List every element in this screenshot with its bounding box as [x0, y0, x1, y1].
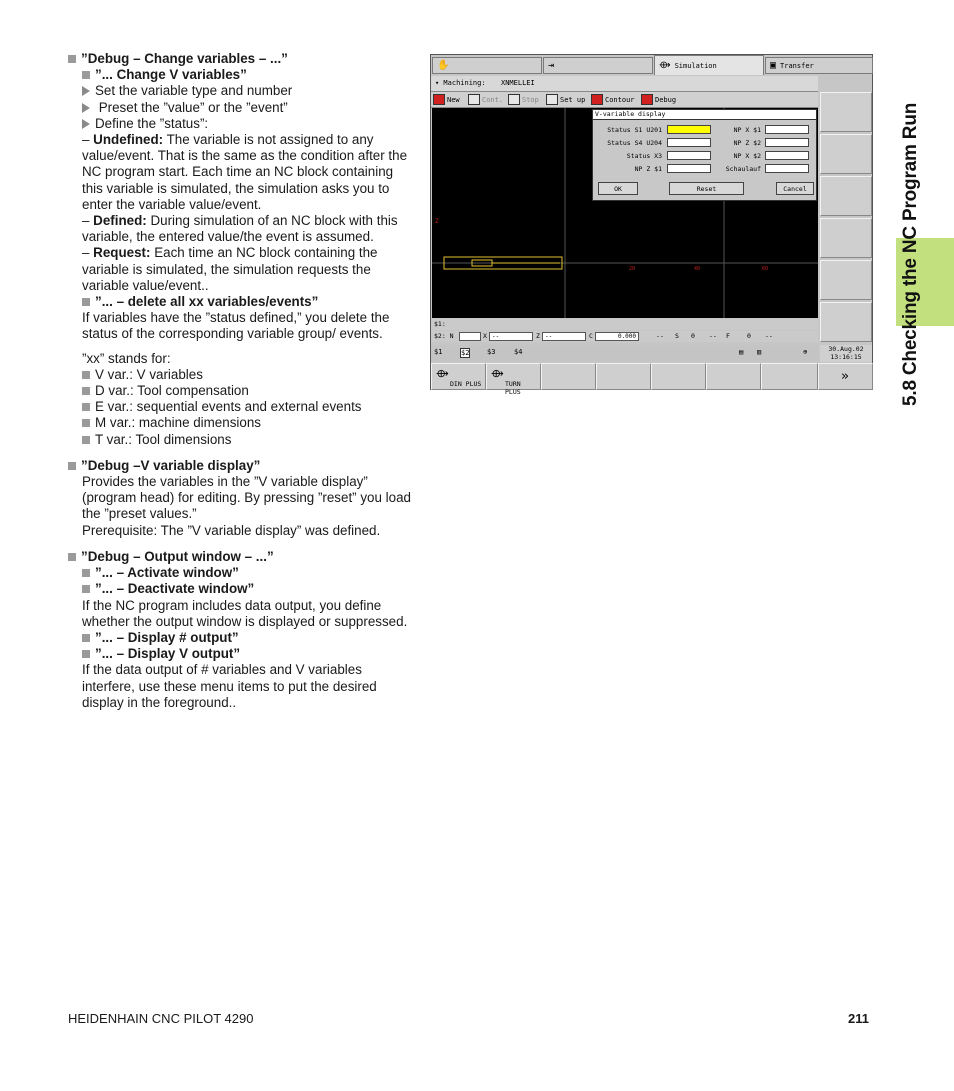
bottom-softkey-7[interactable] [761, 363, 818, 390]
list-item: E var.: sequential events and external events [68, 399, 413, 415]
channel-1[interactable]: $1 [434, 348, 443, 356]
bullet-square-icon [82, 387, 90, 395]
delete-variables-text: If variables have the ”status defined,” you delete the status of the corresponding variable group/ events. [82, 310, 390, 342]
mode-line [431, 76, 818, 92]
continue-icon [468, 94, 480, 105]
axis-marker: 40 [694, 266, 701, 272]
bottom-softkey-6[interactable] [706, 363, 761, 390]
display-output-text: If the data output of # variables and V variables interfere, use these menu items to put the desired display in the foreground.. [82, 662, 377, 710]
x-value-box: -- [489, 332, 533, 341]
xx-stands-for: ”xx” stands for: [82, 350, 171, 366]
hand-icon: ✋ [437, 59, 450, 71]
dialog-label: Status S1 U201 [607, 126, 662, 134]
menu-cont[interactable]: Cont. [468, 94, 503, 105]
status-request: – Request: Each time an NC block containing the variable is simulated, the simulation requests the variable value/event.. [82, 245, 378, 293]
display-hash-output-subtitle: ”... – Display # output” [68, 630, 413, 646]
more-softkeys-button[interactable] [818, 363, 873, 390]
menu-new[interactable]: New [433, 94, 460, 105]
softkey-1[interactable] [820, 92, 872, 132]
v-variable-display-text: Provides the variables in the ”V variable display” (program head) for editing. By pressing ”reset” you load the ”preset values.” [82, 474, 411, 522]
number-window-icon[interactable]: ▥ [757, 348, 762, 356]
simulation-icon: ⟴ [659, 59, 671, 71]
bullet-square-icon [82, 569, 90, 577]
dialog-label: Status X3 [626, 152, 662, 160]
step-arrow-icon [82, 86, 90, 96]
channel-row [431, 345, 818, 361]
np-x-s1-field[interactable] [765, 125, 809, 134]
channel-2[interactable]: $2 [461, 349, 470, 357]
dialog-label: NP X $1 [733, 126, 761, 134]
bottom-softkey-3[interactable] [541, 363, 596, 390]
dialog-label: NP X $2 [733, 152, 761, 160]
output-window-text: If the NC program includes data output, you define whether the output window is displayed or suppressed. [82, 597, 408, 629]
dialog-title-bar: V-variable display [593, 110, 816, 120]
bottom-softkey-5[interactable] [651, 363, 706, 390]
double-chevron-icon: » [841, 369, 849, 384]
step-arrow-icon [82, 119, 90, 129]
din-plus-button[interactable]: ⟴ DIN PLUS [431, 363, 486, 390]
axis-marker: Z [435, 218, 439, 225]
bottom-softkey-bar [431, 363, 874, 396]
section-change-variables-title: ”Debug – Change variables – ...” [68, 51, 413, 67]
enter-arrow-icon: ⟴ [491, 367, 504, 380]
bullet-square-icon [82, 71, 90, 79]
menu-debug[interactable]: Debug [641, 94, 676, 105]
status-s4-u204-field[interactable] [667, 138, 711, 147]
menu-contour[interactable]: Contour [591, 94, 635, 105]
bullet-square-icon [82, 436, 90, 444]
status-defined: – Defined: During simulation of an NC block with this variable, the entered value/the event is assumed. [82, 213, 398, 245]
setup-icon [546, 94, 558, 105]
time-text: 13:16:15 [830, 353, 862, 361]
body-text [68, 51, 413, 711]
softkey-4[interactable] [820, 218, 872, 258]
status-row-2: $2: N X -- Z -- C 0.000 -- S 0 -- F 0 -- [431, 331, 818, 342]
graphic-window-icon[interactable]: ▤ [739, 348, 744, 356]
v-variable-display-prereq: Prerequisite: The ”V variable display” was defined. [82, 522, 381, 538]
program-arrow-icon: ⇥ [548, 59, 555, 71]
dialog-label: Schaulauf [725, 165, 761, 173]
list-item: T var.: Tool dimensions [68, 432, 413, 448]
menu-setup[interactable]: Set up [546, 94, 585, 105]
bullet-square-icon [82, 298, 90, 306]
bullet-square-icon [82, 585, 90, 593]
step-arrow-icon [82, 103, 90, 113]
chapter-side-title: 5.8 Checking the NC Program Run [900, 102, 921, 406]
dialog-label: NP Z $2 [733, 139, 761, 147]
softkey-6[interactable] [820, 302, 872, 342]
mode-label: ▾ Machining: [435, 79, 486, 87]
turn-plus-button[interactable]: ⟴ TURN PLUS [486, 363, 541, 390]
channel-3[interactable]: $3 [487, 348, 496, 356]
c-value-box: 0.000 [595, 332, 639, 341]
tab-automatic[interactable] [543, 57, 653, 74]
bullet-square-icon [68, 55, 76, 63]
bullet-square-icon [82, 371, 90, 379]
bullet-square-icon [68, 553, 76, 561]
np-z-s1-field[interactable] [667, 164, 711, 173]
stop-icon [508, 94, 520, 105]
bullet-square-icon [82, 403, 90, 411]
change-v-variables-subtitle: ”... Change V variables” [68, 67, 413, 83]
section-output-window-title: ”Debug – Output window – ...” [68, 549, 413, 565]
date-text: 30.Aug.02 [828, 345, 864, 353]
status-x3-field[interactable] [667, 151, 711, 160]
footer-product-name: HEIDENHAIN CNC PILOT 4290 [68, 1011, 254, 1026]
display-v-output-subtitle: ”... – Display V output” [68, 646, 413, 662]
cancel-button[interactable]: Cancel [776, 182, 814, 195]
z-value-box: -- [542, 332, 586, 341]
date-time-display [820, 345, 872, 362]
axis-marker: 60 [762, 266, 769, 272]
v-variable-dialog [592, 109, 817, 201]
reset-button[interactable]: Reset [669, 182, 744, 195]
mode-tab-row [431, 55, 874, 75]
list-item: V var.: V variables [68, 367, 413, 383]
softkey-3[interactable] [820, 176, 872, 216]
bottom-softkey-4[interactable] [596, 363, 651, 390]
step-2: Preset the ”value” or the ”event” [68, 100, 413, 116]
step-3: Define the ”status”: [68, 116, 413, 132]
page-number: 211 [848, 1011, 869, 1026]
np-z-s2-field[interactable] [765, 138, 809, 147]
bullet-square-icon [82, 650, 90, 658]
program-name: XNMELLEI [501, 79, 535, 87]
zoom-target-icon[interactable]: ⊕ [803, 348, 808, 356]
debug-icon [641, 94, 653, 105]
floppy-icon: ▣ [770, 59, 777, 71]
section-v-variable-display-title: ”Debug –V variable display” [68, 458, 413, 474]
bullet-square-icon [82, 419, 90, 427]
menu-stop[interactable]: Stop [508, 94, 539, 105]
dialog-label: Status S4 U204 [607, 139, 662, 147]
status-row-1: $1: [431, 319, 818, 330]
tab-simulation[interactable]: ⟴ Simulation [654, 55, 764, 75]
softkey-5[interactable] [820, 260, 872, 300]
menu-bar [431, 92, 818, 108]
delete-variables-subtitle: ”... – delete all xx variables/events” [68, 294, 413, 310]
channel-4[interactable]: $4 [514, 348, 523, 356]
deactivate-window-subtitle: ”... – Deactivate window” [68, 581, 413, 597]
step-1: Set the variable type and number [68, 83, 413, 99]
softkey-2[interactable] [820, 134, 872, 174]
status-s1-u201-field[interactable] [667, 125, 711, 134]
contour-icon [591, 94, 603, 105]
dialog-label: NP Z $1 [634, 165, 662, 173]
tab-transfer[interactable]: ▣ Transfer [765, 57, 873, 74]
enter-arrow-icon: ⟴ [436, 367, 449, 380]
bullet-square-icon [82, 634, 90, 642]
ok-button[interactable]: OK [598, 182, 638, 195]
bullet-square-icon [68, 462, 76, 470]
list-item: M var.: machine dimensions [68, 415, 413, 431]
cnc-screenshot [430, 54, 873, 396]
np-x-s2-field[interactable] [765, 151, 809, 160]
list-item: D var.: Tool compensation [68, 383, 413, 399]
n-value-box [459, 332, 481, 341]
activate-window-subtitle: ”... – Activate window” [68, 565, 413, 581]
new-icon [433, 94, 445, 105]
axis-marker: 20 [629, 266, 636, 272]
status-undefined: – Undefined: The variable is not assigned to any value/event. That is the same as the condition after the NC program start. Each time an NC block containing this variable is simulated, the simulation asks you to enter the variable value/event. [82, 132, 408, 212]
tab-manual[interactable] [432, 57, 542, 74]
schaulauf-field[interactable] [765, 164, 809, 173]
